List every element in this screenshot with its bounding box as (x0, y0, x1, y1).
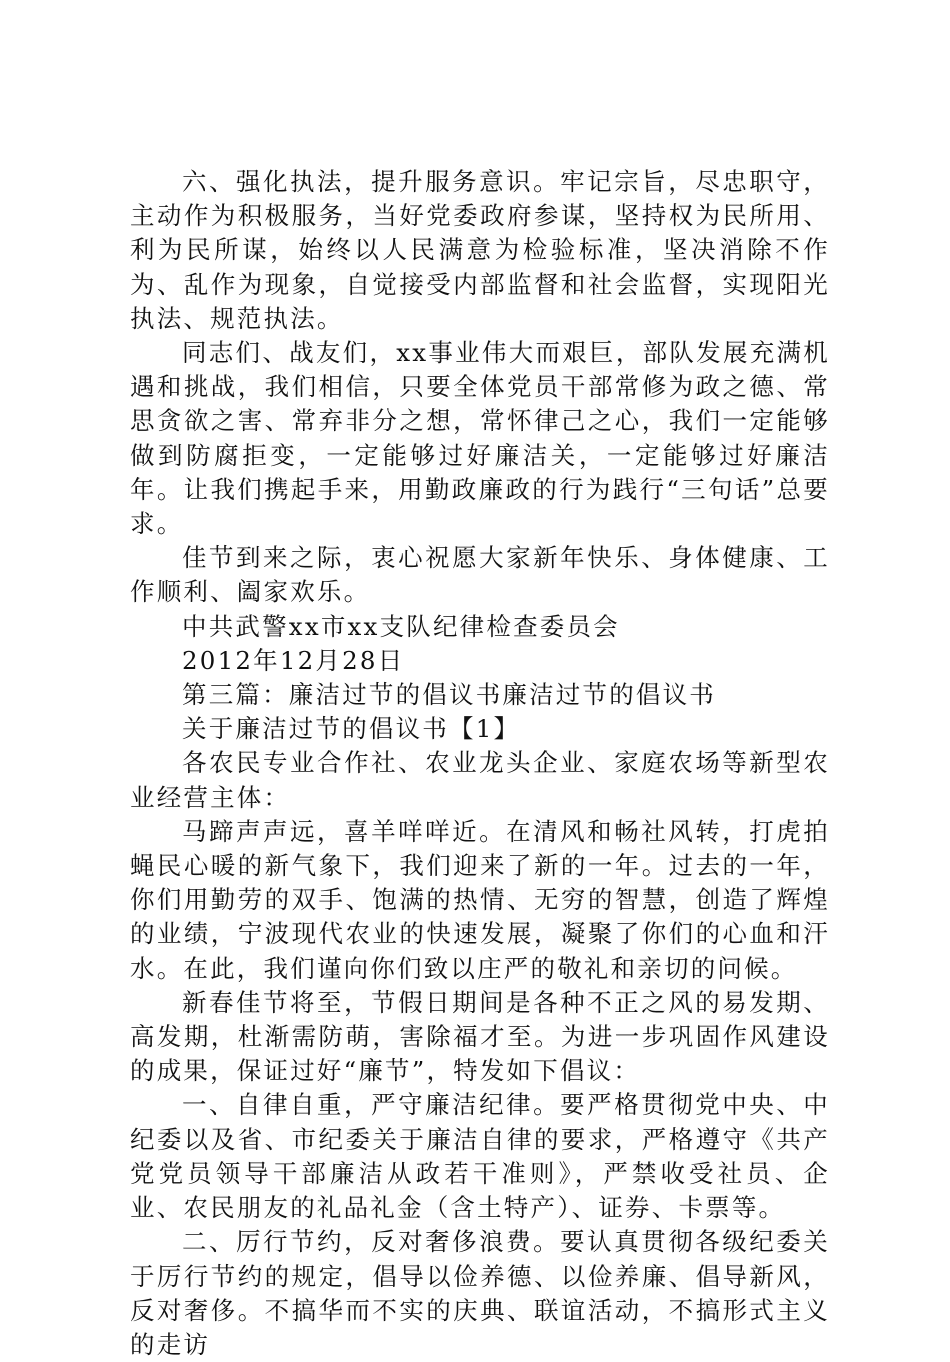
proposal-title: 关于廉洁过节的倡议书【1】 (182, 714, 521, 744)
document-body (130, 165, 830, 1362)
paragraph-item-two: 二、厉行节约，反对奢侈浪费。要认真贯彻各级纪委关于厉行节约的规定，倡导以俭养德、以俭养廉、倡导新风，反对奢侈。不搞华而不实的庆典、联谊活动，不搞形式主义的走访 (130, 1227, 830, 1359)
paragraph-holiday-wishes: 佳节到来之际，衷心祝愿大家新年快乐、身体健康、工作顺利、阖家欢乐。 (130, 543, 830, 607)
paragraph-festival-approaching: 新春佳节将至，节假日期间是各种不正之风的易发期、高发期，杜渐需防萌，害除福才至。为进一步巩固作风建设的成果，保证过好“廉节”，特发如下倡议： (130, 987, 830, 1086)
paragraph-comrades: 同志们、战友们，xx事业伟大而艰巨，部队发展充满机遇和挑战，我们相信，只要全体党员干部常修为政之德、常思贪欲之害、常弃非分之想，常怀律己之心，我们一定能够做到防腐拒变，一定能够过好廉洁关，一定能够过好廉洁年。让我们携起手来，用勤政廉政的行为践行“三句话”总要求。 (130, 338, 830, 539)
paragraph-item-one: 一、自律自重，严守廉洁纪律。要严格贯彻党中央、中纪委以及省、市纪委关于廉洁自律的要求，严格遵守《共产党党员领导干部廉洁从政若干准则》，严禁收受社员、企业、农民朋友的礼品礼金（含土特产）、证券、卡票等。 (130, 1090, 830, 1223)
paragraph-six-enforcement: 六、强化执法，提升服务意识。牢记宗旨，尽忠职守，主动作为积极服务，当好党委政府参谋，坚持权为民所用、利为民所谋，始终以人民满意为检验标准，坚决消除不作为、乱作为现象，自觉接受内部监督和社会监督，实现阳光执法、规范执法。 (130, 167, 830, 333)
paragraph-new-year: 马蹄声声远，喜羊咩咩近。在清风和畅社风转，打虎拍蝇民心暖的新气象下，我们迎来了新的一年。过去的一年，你们用勤劳的双手、饱满的热情、无穷的智慧，创造了辉煌的业绩，宁波现代农业的快速发展，凝聚了你们的心血和汗水。在此，我们谨向你们致以庄严的敬礼和亲切的问候。 (130, 816, 830, 983)
signature-organization: 中共武警xx市xx支队纪律检查委员会 (182, 611, 620, 641)
signature-date: 2012年12月28日 (182, 645, 405, 675)
proposal-addressee: 各农民专业合作社、农业龙头企业、家庭农场等新型农业经营主体： (130, 748, 830, 812)
section-title: 第三篇：廉洁过节的倡议书廉洁过节的倡议书 (182, 680, 716, 710)
